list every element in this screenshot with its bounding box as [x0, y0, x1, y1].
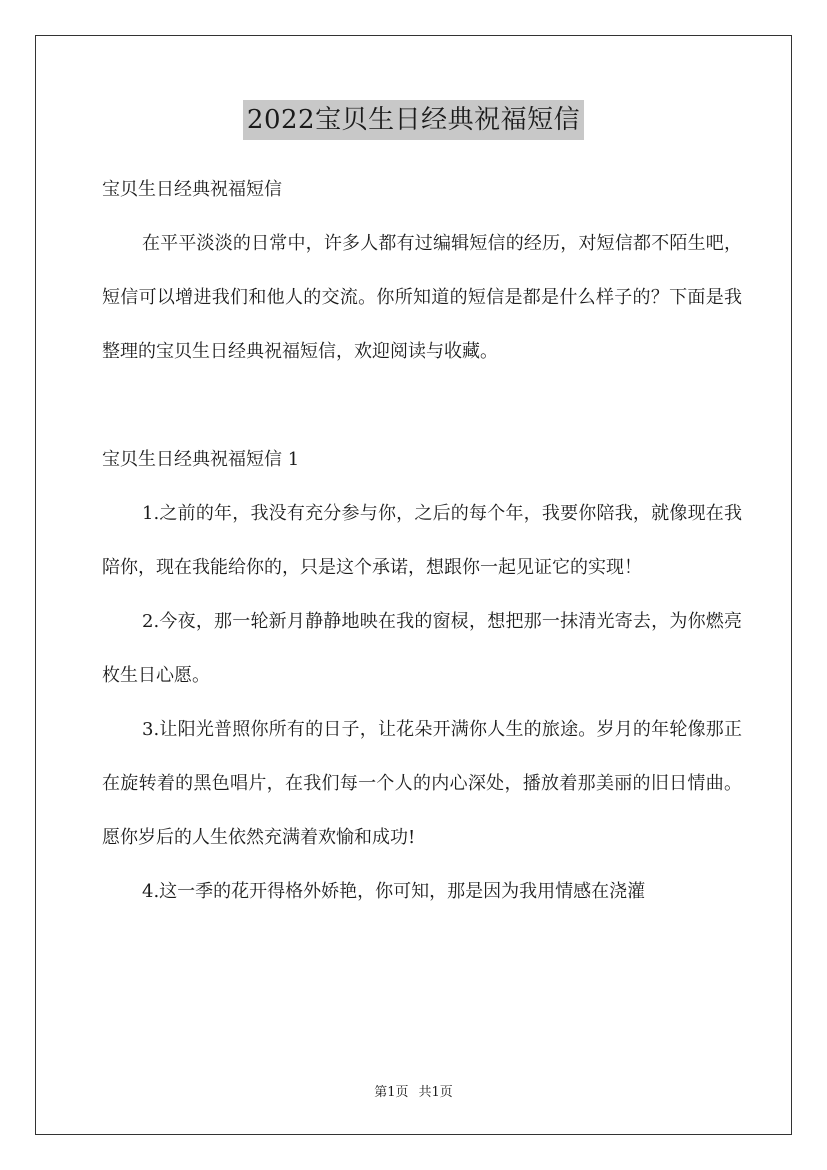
section-spacer	[102, 379, 742, 433]
wish-item-4: 4.这一季的花开得格外娇艳，你可知，那是因为我用情感在浇灌	[142, 881, 646, 902]
page-number-current: 第1页	[374, 1085, 409, 1100]
title-container	[0, 100, 827, 140]
document-subtitle: 宝贝生日经典祝福短信	[102, 179, 282, 200]
document-title: 2022宝贝生日经典祝福短信	[243, 100, 584, 140]
wish-item-1: 1.之前的年，我没有充分参与你，之后的每个年，我要你陪我，就像现在我陪你，现在我能给你的，只是这个承诺，想跟你一起见证它的实现！	[102, 503, 742, 578]
section-heading: 宝贝生日经典祝福短信 1	[102, 449, 300, 470]
intro-paragraph: 在平平淡淡的日常中，许多人都有过编辑短信的经历，对短信都不陌生吧，短信可以增进我们和他人的交流。你所知道的短信是都是什么样子的？下面是我整理的宝贝生日经典祝福短信，欢迎阅读与收藏。	[102, 233, 742, 362]
wish-item-3: 3.让阳光普照你所有的日子，让花朵开满你人生的旅途。岁月的年轮像那正在旋转着的黑色唱片，在我们每一个人的内心深处，播放着那美丽的旧日情曲。愿你岁后的人生依然充满着欢愉和成功!	[102, 719, 742, 848]
document-body	[102, 163, 742, 919]
wish-item-2: 2.今夜，那一轮新月静静地映在我的窗棂，想把那一抹清光寄去，为你燃亮枚生日心愿。	[102, 611, 742, 686]
page-number-total: 共1页	[418, 1085, 453, 1100]
page-footer	[0, 1084, 827, 1102]
